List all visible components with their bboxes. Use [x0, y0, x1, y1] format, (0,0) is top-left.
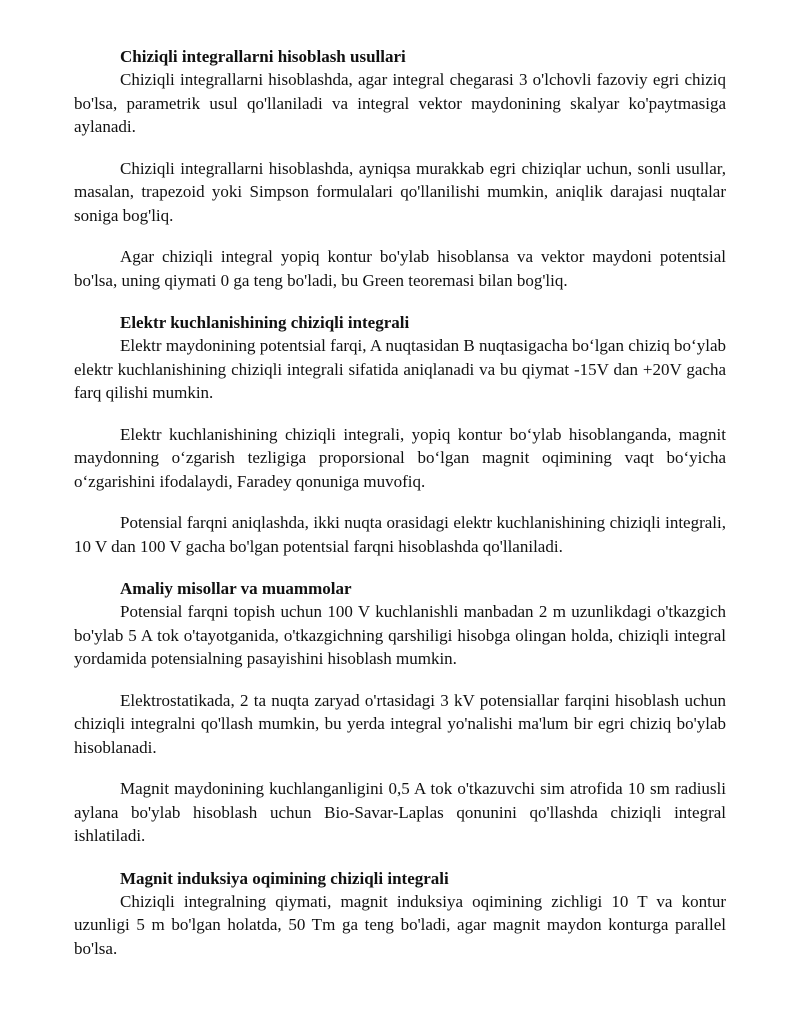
paragraph: Chiziqli integralning qiymati, magnit induksiya oqimining zichligi 10 T va kontur uzunligi 5 m bo'lgan holatda, 50 Tm ga teng bo'ladi, agar magnit maydon konturga parallel bo'lsa.	[74, 891, 726, 958]
paragraph: Elektr kuchlanishining chiziqli integrali, yopiq kontur bo‘ylab hisoblanganda, magnit maydonning o‘zgarish tezligiga proporsional bo‘lgan magnit oqimining vaqt bo‘yicha o‘zgarishini ifodalaydi, Faradey qonuniga muvofiq.	[74, 424, 726, 491]
paragraph: Elektrostatikada, 2 ta nuqta zaryad o'rtasidagi 3 kV potensiallar farqini hisoblash uchun chiziqli integralni qo'llash mumkin, bu yerda integral yo'nalishi ma'lum bir egri chiziq bo'ylab hisoblanadi.	[74, 690, 726, 757]
section-heading: Elektr kuchlanishining chiziqli integrali	[120, 313, 410, 332]
paragraph: Elektr maydonining potentsial farqi, A nuqtasidan B nuqtasigacha bo‘lgan chiziq bo‘ylab elektr kuchlanishining chiziqli integrali sifatida aniqlanadi va bu qiymat -15V dan +20V gacha farq qilishi mumkin.	[74, 336, 726, 402]
paragraph: Potensial farqni topish uchun 100 V kuchlanishli manbadan 2 m uzunlikdagi o'tkazgich bo'ylab 5 A tok o'tayotganida, o'tkazgichning qarshiligi hisobga olingan holda, chiziqli integral yordamida potensialning pasayishini hisoblash mumkin.	[74, 602, 726, 668]
section-heading: Chiziqli integrallarni hisoblash usullari	[120, 47, 406, 66]
section-electric-voltage	[74, 312, 726, 558]
paragraph: Potensial farqni aniqlashda, ikki nuqta orasidagi elektr kuchlanishining chiziqli integrali, 10 V dan 100 V gacha bo'lgan potentsial farqni hisoblashda qo'llaniladi.	[74, 513, 726, 556]
section-heading: Amaliy misollar va muammolar	[120, 579, 352, 598]
paragraph: Chiziqli integrallarni hisoblashda, agar integral chegarasi 3 o'lchovli fazoviy egri chiziq bo'lsa, parametrik usul qo'llaniladi va integral vektor maydonining skalyar ko'paytmasiga aylanadi.	[74, 70, 726, 136]
section-heading: Magnit induksiya oqimining chiziqli integrali	[120, 868, 449, 888]
paragraph: Magnit maydonining kuchlanganligini 0,5 A tok o'tkazuvchi sim atrofida 10 sm radiusli aylana bo'ylab hisoblash uchun Bio-Savar-Laplas qonunini qo'llashda chiziqli integral ishlatiladi.	[74, 779, 726, 845]
section-practical-examples	[74, 578, 726, 848]
section-magnetic-flux	[74, 868, 726, 961]
paragraph: Agar chiziqli integral yopiq kontur bo'ylab hisoblansa va vektor maydoni potentsial bo'lsa, uning qiymati 0 ga teng bo'ladi, bu Green teoremasi bilan bog'liq.	[74, 247, 726, 290]
paragraph: Chiziqli integrallarni hisoblashda, ayniqsa murakkab egri chiziqlar uchun, sonli usullar, masalan, trapezoid yoki Simpson formulalari qo'llanilishi mumkin, aniqlik darajasi nuqtalar soniga bog'liq.	[74, 158, 726, 225]
section-calculation-methods	[74, 46, 726, 292]
